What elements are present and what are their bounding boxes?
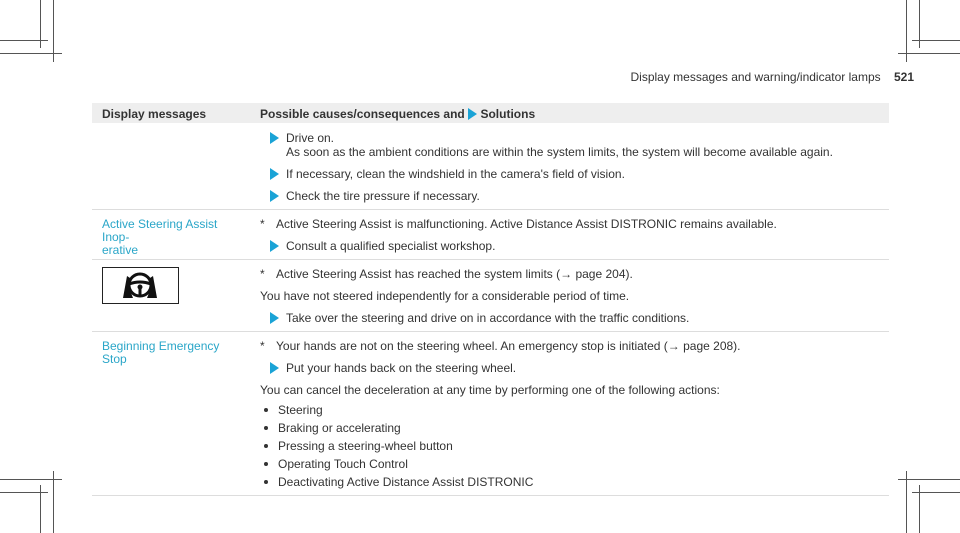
list-item: Deactivating Active Distance Assist DISTRONIC bbox=[260, 475, 889, 489]
crop-mark bbox=[912, 40, 960, 41]
crop-mark bbox=[912, 492, 960, 493]
table-row bbox=[92, 332, 889, 496]
table-header bbox=[92, 103, 889, 123]
solution-arrow-icon bbox=[270, 190, 279, 202]
list-item: Braking or accelerating bbox=[260, 421, 889, 435]
col-header-display-messages: Display messages bbox=[102, 107, 207, 121]
solution-arrow-icon bbox=[270, 362, 279, 374]
col-header-solutions: Solutions bbox=[480, 107, 536, 121]
step-text: Take over the steering and drive on in accordance with the traffic conditions. bbox=[286, 311, 690, 325]
crop-mark bbox=[898, 479, 960, 480]
step-text: Drive on. As soon as the ambient conditions are within the system limits, the system will become available again. bbox=[286, 131, 833, 159]
solution-step bbox=[260, 361, 889, 375]
solution-arrow-icon bbox=[270, 168, 279, 180]
cause-text: * Your hands are not on the steering wheel. An emergency stop is initiated (→ page 208). bbox=[260, 339, 741, 353]
running-header bbox=[631, 70, 915, 84]
crop-mark bbox=[0, 479, 62, 480]
crop-mark bbox=[906, 471, 907, 533]
list-item: Pressing a steering-wheel button bbox=[260, 439, 889, 453]
note-text: You can cancel the deceleration at any time by performing one of the following actions: bbox=[260, 383, 720, 397]
crop-mark bbox=[53, 471, 54, 533]
display-message-label: Active Steering Assist Inop- erative bbox=[102, 217, 218, 257]
solution-arrow-icon bbox=[270, 240, 279, 252]
list-item: Steering bbox=[260, 403, 889, 417]
note-text: You have not steered independently for a considerable period of time. bbox=[260, 289, 630, 303]
step-text: If necessary, clean the windshield in the camera's field of vision. bbox=[286, 167, 625, 181]
solution-arrow-icon bbox=[468, 108, 477, 120]
cause-text: * Active Steering Assist has reached the system limits (→ page 204). bbox=[260, 267, 633, 281]
table-row bbox=[92, 260, 889, 332]
solution-step bbox=[260, 239, 889, 253]
table-row bbox=[92, 123, 889, 210]
step-text: Put your hands back on the steering wheel. bbox=[286, 361, 517, 375]
col-header-causes-solutions bbox=[260, 107, 535, 121]
step-text: Check the tire pressure if necessary. bbox=[286, 189, 480, 203]
display-message-label: Beginning Emergency Stop bbox=[102, 339, 220, 366]
table-row bbox=[92, 210, 889, 260]
crop-mark bbox=[898, 53, 960, 54]
solution-arrow-icon bbox=[270, 132, 279, 144]
crop-mark bbox=[0, 53, 62, 54]
solution-arrow-icon bbox=[270, 312, 279, 324]
crop-mark bbox=[0, 492, 48, 493]
crop-mark bbox=[0, 40, 48, 41]
solution-step bbox=[260, 131, 889, 159]
steering-wheel-hands-warning-icon bbox=[102, 267, 179, 304]
page-number: 521 bbox=[893, 70, 914, 84]
list-item: Operating Touch Control bbox=[260, 457, 889, 471]
step-text: Consult a qualified specialist workshop. bbox=[286, 239, 496, 253]
messages-table bbox=[92, 103, 889, 496]
solution-step bbox=[260, 189, 889, 203]
solution-step bbox=[260, 311, 889, 325]
cause-text: * Active Steering Assist is malfunctioning. Active Distance Assist DISTRONIC remains available. bbox=[260, 217, 777, 231]
col-header-causes: Possible causes/consequences and bbox=[260, 107, 465, 121]
section-title: Display messages and warning/indicator lamps bbox=[630, 70, 881, 84]
solution-step bbox=[260, 167, 889, 181]
